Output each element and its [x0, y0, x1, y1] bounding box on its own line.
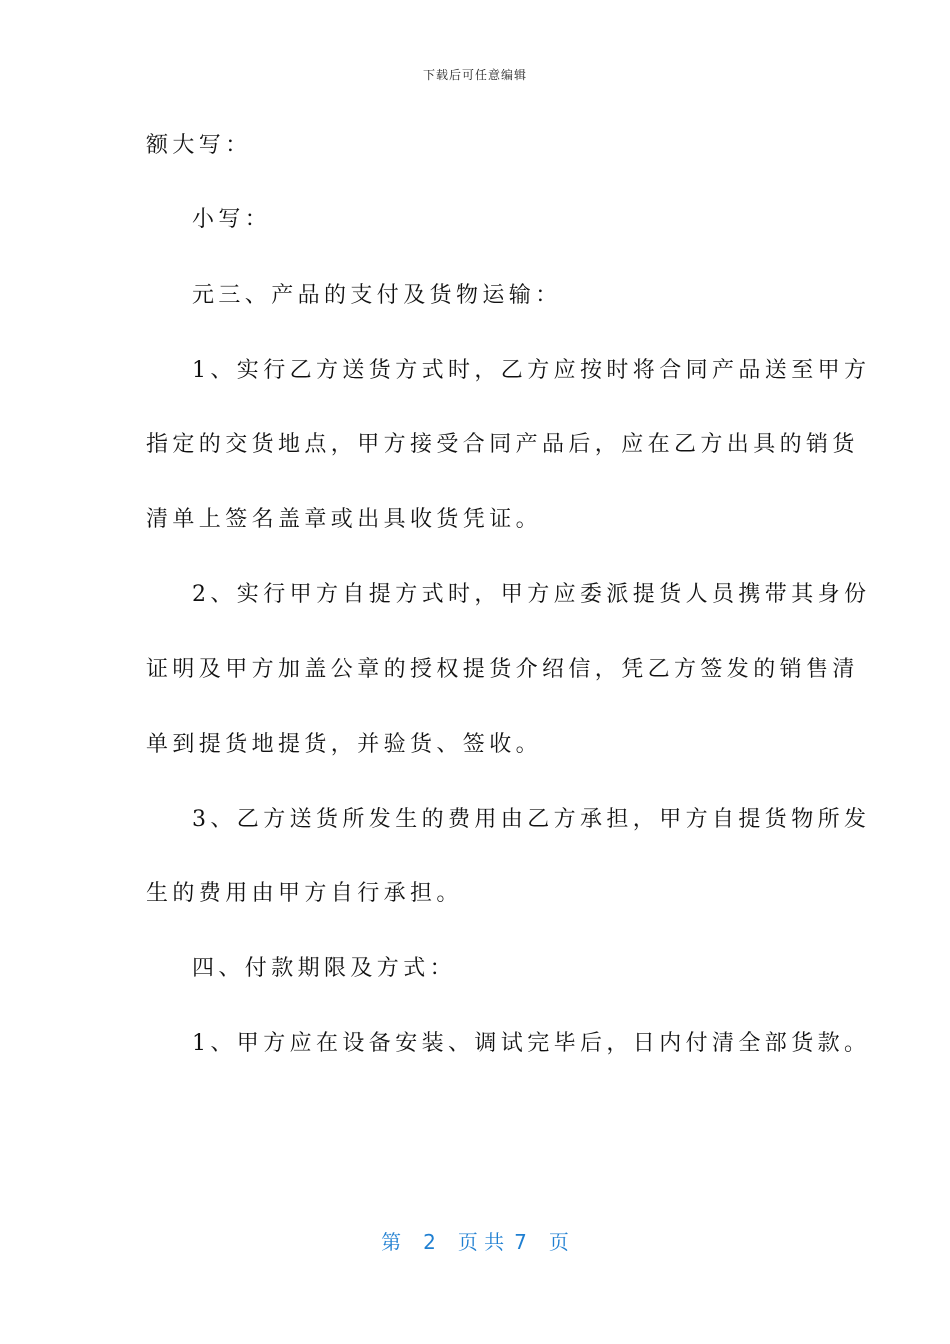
section-heading: 四、付款期限及方式：: [192, 956, 457, 981]
paragraph-line: 证明及甲方加盖公章的授权提货介绍信，凭乙方签发的销售清: [146, 657, 859, 682]
footer-suffix: 页: [548, 1230, 569, 1254]
paragraph-line: 清单上签名盖章或出具收货凭证。: [146, 507, 543, 532]
paragraph-line: 1、实行乙方送货方式时，乙方应按时将合同产品送至甲方: [192, 358, 871, 383]
paragraph-line: 1、甲方应在设备安装、调试完毕后，日内付清全部货款。: [192, 1031, 871, 1056]
paragraph-line: 额大写：: [146, 133, 252, 158]
footer-page-number: 2: [423, 1230, 436, 1254]
section-heading: 元三、产品的支付及货物运输：: [192, 283, 562, 308]
paragraph-line: 指定的交货地点，甲方接受合同产品后，应在乙方出具的销货: [146, 432, 859, 457]
paragraph-line: 2、实行甲方自提方式时，甲方应委派提货人员携带其身份: [192, 582, 871, 607]
footer-prefix: 第: [381, 1230, 402, 1254]
paragraph-line: 3、乙方送货所发生的费用由乙方承担，甲方自提货物所发: [192, 807, 871, 832]
paragraph-line: 单到提货地提货，并验货、签收。: [146, 732, 543, 757]
page-number-footer: [0, 1226, 950, 1255]
footer-total-pages: 7: [514, 1230, 527, 1254]
paragraph-line: 生的费用由甲方自行承担。: [146, 881, 463, 906]
paragraph-line: 小写：: [192, 207, 272, 232]
footer-middle: 页 共: [457, 1230, 505, 1254]
page-header-note: 下载后可任意编辑: [422, 68, 527, 82]
